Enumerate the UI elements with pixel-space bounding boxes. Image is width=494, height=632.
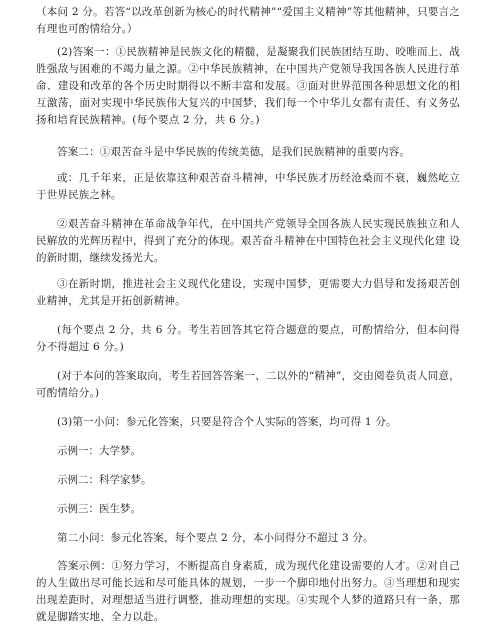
paragraph-scoring-note: （本问 2 分。若答“以改革创新为核心的时代精神”“爱国主义精神”等其他精神，只要言之有理也可酌情给分。） (36, 6, 460, 35)
paragraph-point-two: ②艰苦奋斗精神在革命战争年代，在中国共产党领导全国各族人民实现民族独立和人民解放的光辉历程中，得到了充分的体现。艰苦奋斗精神在中国特色社会主义现代化建 设的新时期，继续发扬光大。 (36, 218, 460, 264)
paragraph-point-three: ③在新时期，推进社会主义现代化建设，实现中国梦，更需要大力倡导和发扬艰苦创业精神，尤其是开拓创新精神。 (36, 278, 460, 307)
paragraph-alternative: 或：几千年来，正是依靠这种艰苦奋斗精神，中华民族才历经沧桑而不衰，巍然屹立于世界民族之林。 (36, 172, 460, 201)
paragraph-q2-answer-one: (2)答案一：①民族精神是民族文化的精髓，是凝聚我们民族团结互助、咬唯而上、战胜强敌与困难的不竭力量之源。②中华民族精神，在中国共产党领导我国各族人民进行革命、建设和改革的各个历史时期得以不断丰富和发展。③面对世界范围各种思想文化的相互激荡，面对实现中华民族伟大复兴的中国梦，我们每一个中华儿女都有责任、有义务弘扬和培育民族精神。(每个要点 2 分，共 6 分。) (36, 46, 460, 126)
example-one: 示例一：大学梦。 (57, 445, 141, 457)
paragraph-other-spirit-note: (对于本问的答案取向，考生若回答答案一、二以外的“精神”，交由阅卷负责人同意，可酌情给分。) (36, 370, 460, 399)
example-two: 示例二：科学家梦。 (57, 474, 152, 486)
paragraph-q2-answer-two: 答案二：①艰苦奋斗是中华民族的传统美德，是我们民族精神的重要内容。 (57, 146, 411, 158)
paragraph-scoring-rule: (每个要点 2 分，共 6 分。考生若回答其它符合题意的要点，可酌情给分，但本问得分不得超过 6 分。) (36, 324, 460, 353)
paragraph-q3-part-one: (3)第一小问：参元化答案，只要是符合个人实际的答案，均可得 1 分。 (57, 416, 397, 428)
example-three: 示例三：医生梦。 (57, 503, 141, 515)
paragraph-answer-examples: 答案示例：①努力学习，不断提高自身素质，成为现代化建设需要的人才。②对自己的人生做出尽可能长远和尽可能具体的规划，一步一个脚印地付出努力。③当理想和现实出现差距时，对理想适当进行调整，推动理想的实现。④实现个人梦的道路只有一条，那就是脚踏实地、全力以赴。 (36, 560, 460, 623)
paragraph-q3-part-two: 第二小问：参元化答案，每个要点 2 分，本小问得分不超过 3 分。 (57, 532, 374, 544)
